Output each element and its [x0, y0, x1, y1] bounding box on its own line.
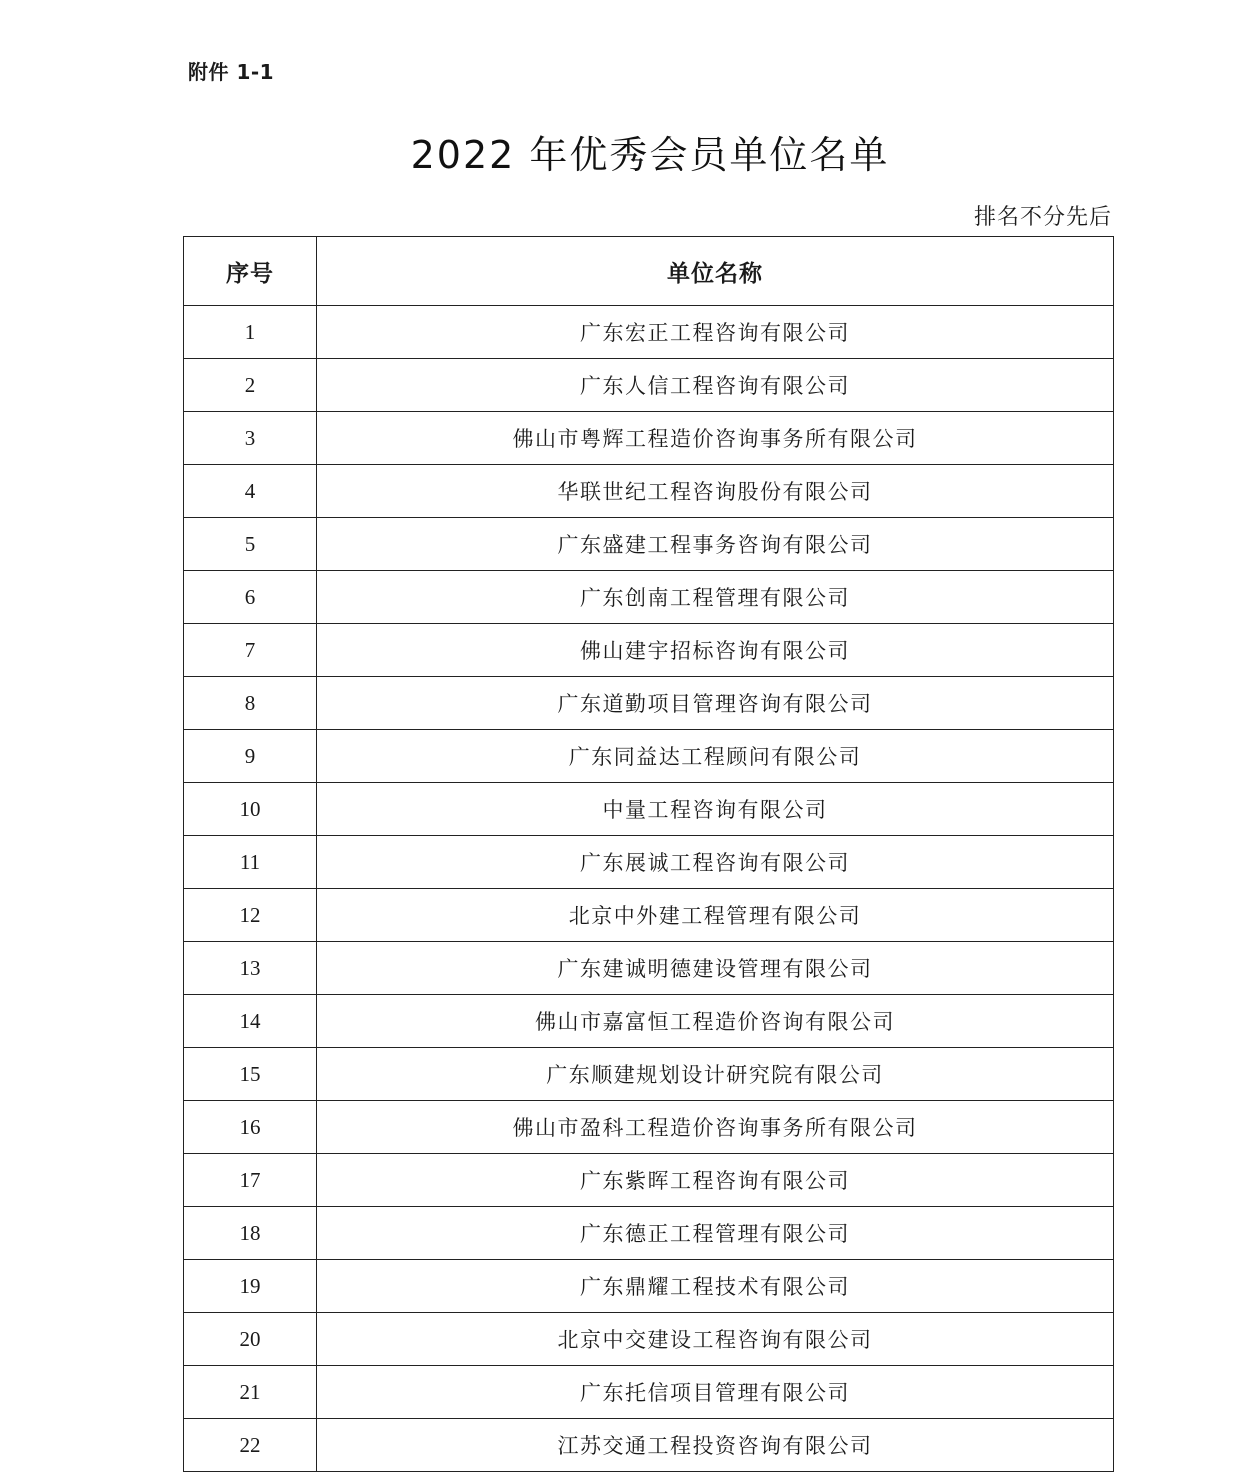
- company-name: 华联世纪工程咨询股份有限公司: [317, 465, 1114, 518]
- company-name: 广东同益达工程顾问有限公司: [317, 730, 1114, 783]
- column-header-number: 序号: [184, 237, 317, 306]
- row-number: 1: [184, 306, 317, 359]
- table-row: [184, 1048, 1114, 1101]
- table-row: [184, 995, 1114, 1048]
- table-row: [184, 783, 1114, 836]
- table-row: [184, 412, 1114, 465]
- table-row: [184, 1101, 1114, 1154]
- row-number: 18: [184, 1207, 317, 1260]
- row-number: 10: [184, 783, 317, 836]
- company-name: 广东德正工程管理有限公司: [317, 1207, 1114, 1260]
- table-row: [184, 942, 1114, 995]
- table-row: [184, 836, 1114, 889]
- row-number: 7: [184, 624, 317, 677]
- table-row: [184, 571, 1114, 624]
- row-number: 6: [184, 571, 317, 624]
- company-name: 广东鼎耀工程技术有限公司: [317, 1260, 1114, 1313]
- table-row: [184, 1260, 1114, 1313]
- row-number: 22: [184, 1419, 317, 1472]
- company-name: 北京中交建设工程咨询有限公司: [317, 1313, 1114, 1366]
- member-table-container: [183, 236, 1113, 1472]
- row-number: 19: [184, 1260, 317, 1313]
- row-number: 20: [184, 1313, 317, 1366]
- row-number: 17: [184, 1154, 317, 1207]
- company-name: 广东紫晖工程咨询有限公司: [317, 1154, 1114, 1207]
- row-number: 8: [184, 677, 317, 730]
- company-name: 佛山市盈科工程造价咨询事务所有限公司: [317, 1101, 1114, 1154]
- table-row: [184, 306, 1114, 359]
- table-row: [184, 677, 1114, 730]
- company-name: 广东创南工程管理有限公司: [317, 571, 1114, 624]
- table-row: [184, 1154, 1114, 1207]
- table-row: [184, 1419, 1114, 1472]
- company-name: 广东道勤项目管理咨询有限公司: [317, 677, 1114, 730]
- row-number: 9: [184, 730, 317, 783]
- row-number: 3: [184, 412, 317, 465]
- company-name: 佛山市嘉富恒工程造价咨询有限公司: [317, 995, 1114, 1048]
- row-number: 14: [184, 995, 317, 1048]
- table-row: [184, 518, 1114, 571]
- row-number: 12: [184, 889, 317, 942]
- company-name: 北京中外建工程管理有限公司: [317, 889, 1114, 942]
- table-row: [184, 889, 1114, 942]
- row-number: 2: [184, 359, 317, 412]
- company-name: 广东人信工程咨询有限公司: [317, 359, 1114, 412]
- table-row: [184, 624, 1114, 677]
- attachment-label: 附件 1-1: [188, 60, 275, 84]
- table-header-row: [184, 237, 1114, 306]
- ranking-note: 排名不分先后: [973, 205, 1112, 230]
- company-name: 广东建诚明德建设管理有限公司: [317, 942, 1114, 995]
- company-name: 广东盛建工程事务咨询有限公司: [317, 518, 1114, 571]
- table-row: [184, 730, 1114, 783]
- row-number: 13: [184, 942, 317, 995]
- member-table: [183, 236, 1114, 1472]
- table-row: [184, 1366, 1114, 1419]
- row-number: 16: [184, 1101, 317, 1154]
- table-row: [184, 359, 1114, 412]
- table-row: [184, 1313, 1114, 1366]
- company-name: 佛山市粤辉工程造价咨询事务所有限公司: [317, 412, 1114, 465]
- company-name: 广东顺建规划设计研究院有限公司: [317, 1048, 1114, 1101]
- page-title: 2022 年优秀会员单位名单: [410, 133, 890, 177]
- row-number: 5: [184, 518, 317, 571]
- company-name: 广东宏正工程咨询有限公司: [317, 306, 1114, 359]
- row-number: 4: [184, 465, 317, 518]
- company-name: 江苏交通工程投资咨询有限公司: [317, 1419, 1114, 1472]
- row-number: 21: [184, 1366, 317, 1419]
- table-row: [184, 1207, 1114, 1260]
- column-header-name: 单位名称: [317, 237, 1114, 306]
- row-number: 11: [184, 836, 317, 889]
- company-name: 广东托信项目管理有限公司: [317, 1366, 1114, 1419]
- row-number: 15: [184, 1048, 317, 1101]
- company-name: 佛山建宇招标咨询有限公司: [317, 624, 1114, 677]
- company-name: 广东展诚工程咨询有限公司: [317, 836, 1114, 889]
- company-name: 中量工程咨询有限公司: [317, 783, 1114, 836]
- table-row: [184, 465, 1114, 518]
